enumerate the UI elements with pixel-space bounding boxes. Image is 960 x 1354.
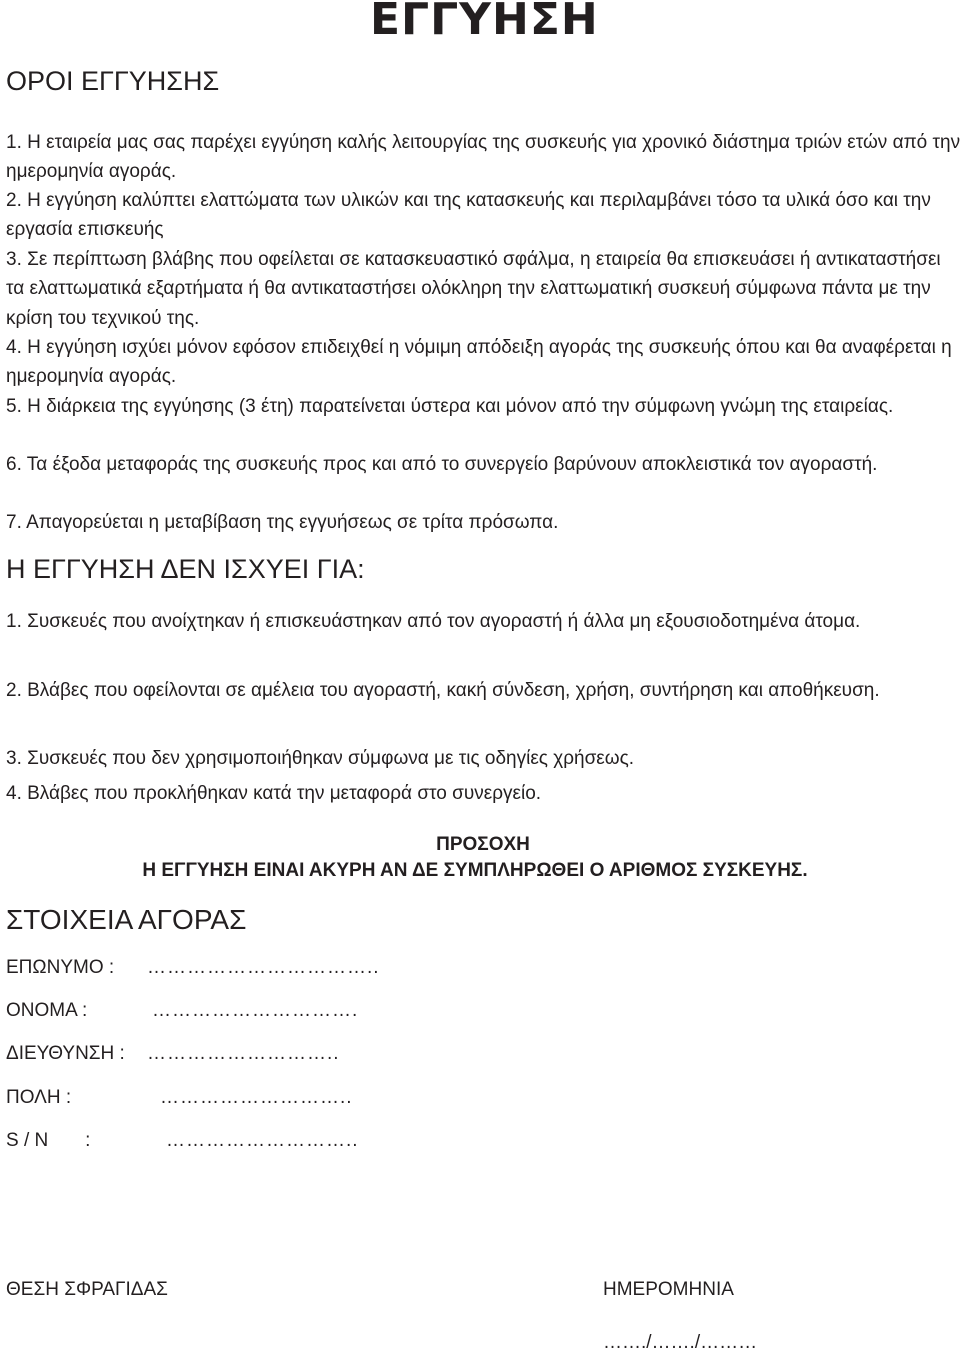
exclusion-1: 1. Συσκευές που ανοίχτηκαν ή επισκευάστηκαν από τον αγοραστή ή άλλα μη εξουσιοδοτημένα άτομα. xyxy=(6,611,861,632)
exclusion-3: 3. Συσκευές που δεν χρησιμοποιήθηκαν σύμφωνα με τις οδηγίες χρήσεως. xyxy=(6,748,635,769)
name-label: ΟΝΟΜΑ : xyxy=(6,1000,88,1021)
city-label: ΠΟΛΗ : xyxy=(6,1087,72,1108)
term-1: 1. Η εταιρεία μας σας παρέχει εγγύηση καλής λειτουργίας της συσκευής για χρονικό διάστημα τριών ετών από την ημερομηνία αγοράς. xyxy=(6,132,960,183)
date-field[interactable]: ……./……./……… xyxy=(603,1332,758,1353)
term-5: 5. Η διάρκεια της εγγύησης (3 έτη) παρατείνεται ύστερα και μόνον από την σύμφωνη γνώμη της εταιρείας. xyxy=(6,396,894,417)
term-4: 4. Η εγγύηση ισχύει μόνον εφόσον επιδειχθεί η νόμιμη απόδειξη αγοράς της συσκευής όπου και θα αναφέρεται η ημερομηνία αγοράς. xyxy=(6,337,952,388)
terms-heading: ΟΡΟΙ ΕΓΓΥΗΣΗΣ xyxy=(6,66,220,96)
purchase-heading: ΣΤΟΙΧΕΙΑ ΑΓΟΡΑΣ xyxy=(6,904,247,935)
stamp-label: ΘΕΣΗ ΣΦΡΑΓΙΔΑΣ xyxy=(6,1279,168,1300)
surname-field[interactable]: …………………………….. xyxy=(147,957,380,978)
exclusion-4: 4. Βλάβες που προκλήθηκαν κατά την μεταφορά στο συνεργείο. xyxy=(6,783,542,804)
term-2: 2. Η εγγύηση καλύπτει ελαττώματα των υλικών και της κατασκευής και περιλαμβάνει τόσο τα υλικά όσο και την εργασία επισκευής xyxy=(6,190,931,241)
term-7: 7. Απαγορεύεται η μεταβίβαση της εγγυήσεως σε τρίτα πρόσωπα. xyxy=(6,512,559,533)
address-label: ΔΙΕΥΘΥΝΣΗ : xyxy=(6,1043,125,1064)
notice-title: ΠΡΟΣΟΧΗ xyxy=(436,834,530,855)
document-title: ΕΓΓΥΗΣΗ xyxy=(370,0,599,45)
serial-number-field[interactable]: ……………………….. xyxy=(166,1130,359,1151)
name-field[interactable]: …………………………. xyxy=(152,1000,359,1021)
surname-label: ΕΠΩΝΥΜΟ : xyxy=(6,957,115,978)
exclusion-2: 2. Βλάβες που οφείλονται σε αμέλεια του αγοραστή, κακή σύνδεση, χρήση, συντήρηση και αποθήκευση. xyxy=(6,680,880,701)
address-field[interactable]: ……………………….. xyxy=(147,1043,340,1064)
exclusions-heading: Η ΕΓΓΥΗΣΗ ΔΕΝ ΙΣΧΥΕΙ ΓΙΑ: xyxy=(6,554,365,584)
term-3: 3. Σε περίπτωση βλάβης που οφείλεται σε κατασκευαστικό σφάλμα, η εταιρεία θα επισκευάσει ή αντικαταστήσει τα ελαττωματικά εξαρτήματα ή θα αντικαταστήσει ολόκληρη την ελαττωματική συσκευή σύμφωνα πάντα με την κρίση του τεχνικού της. xyxy=(6,249,941,329)
notice-text: Η ΕΓΓΥΗΣΗ ΕΙΝΑΙ ΑΚΥΡΗ ΑΝ ΔΕ ΣΥΜΠΛΗΡΩΘΕΙ Ο ΑΡΙΘΜΟΣ ΣΥΣΚΕΥΗΣ. xyxy=(142,860,808,881)
city-field[interactable]: ……………………….. xyxy=(160,1087,353,1108)
term-6: 6. Τα έξοδα μεταφοράς της συσκευής προς και από το συνεργείο βαρύνουν αποκλειστικά τον αγοραστή. xyxy=(6,454,878,475)
date-label: ΗΜΕΡΟΜΗΝΙΑ xyxy=(603,1279,734,1300)
serial-number-label: S / N : xyxy=(6,1130,91,1151)
